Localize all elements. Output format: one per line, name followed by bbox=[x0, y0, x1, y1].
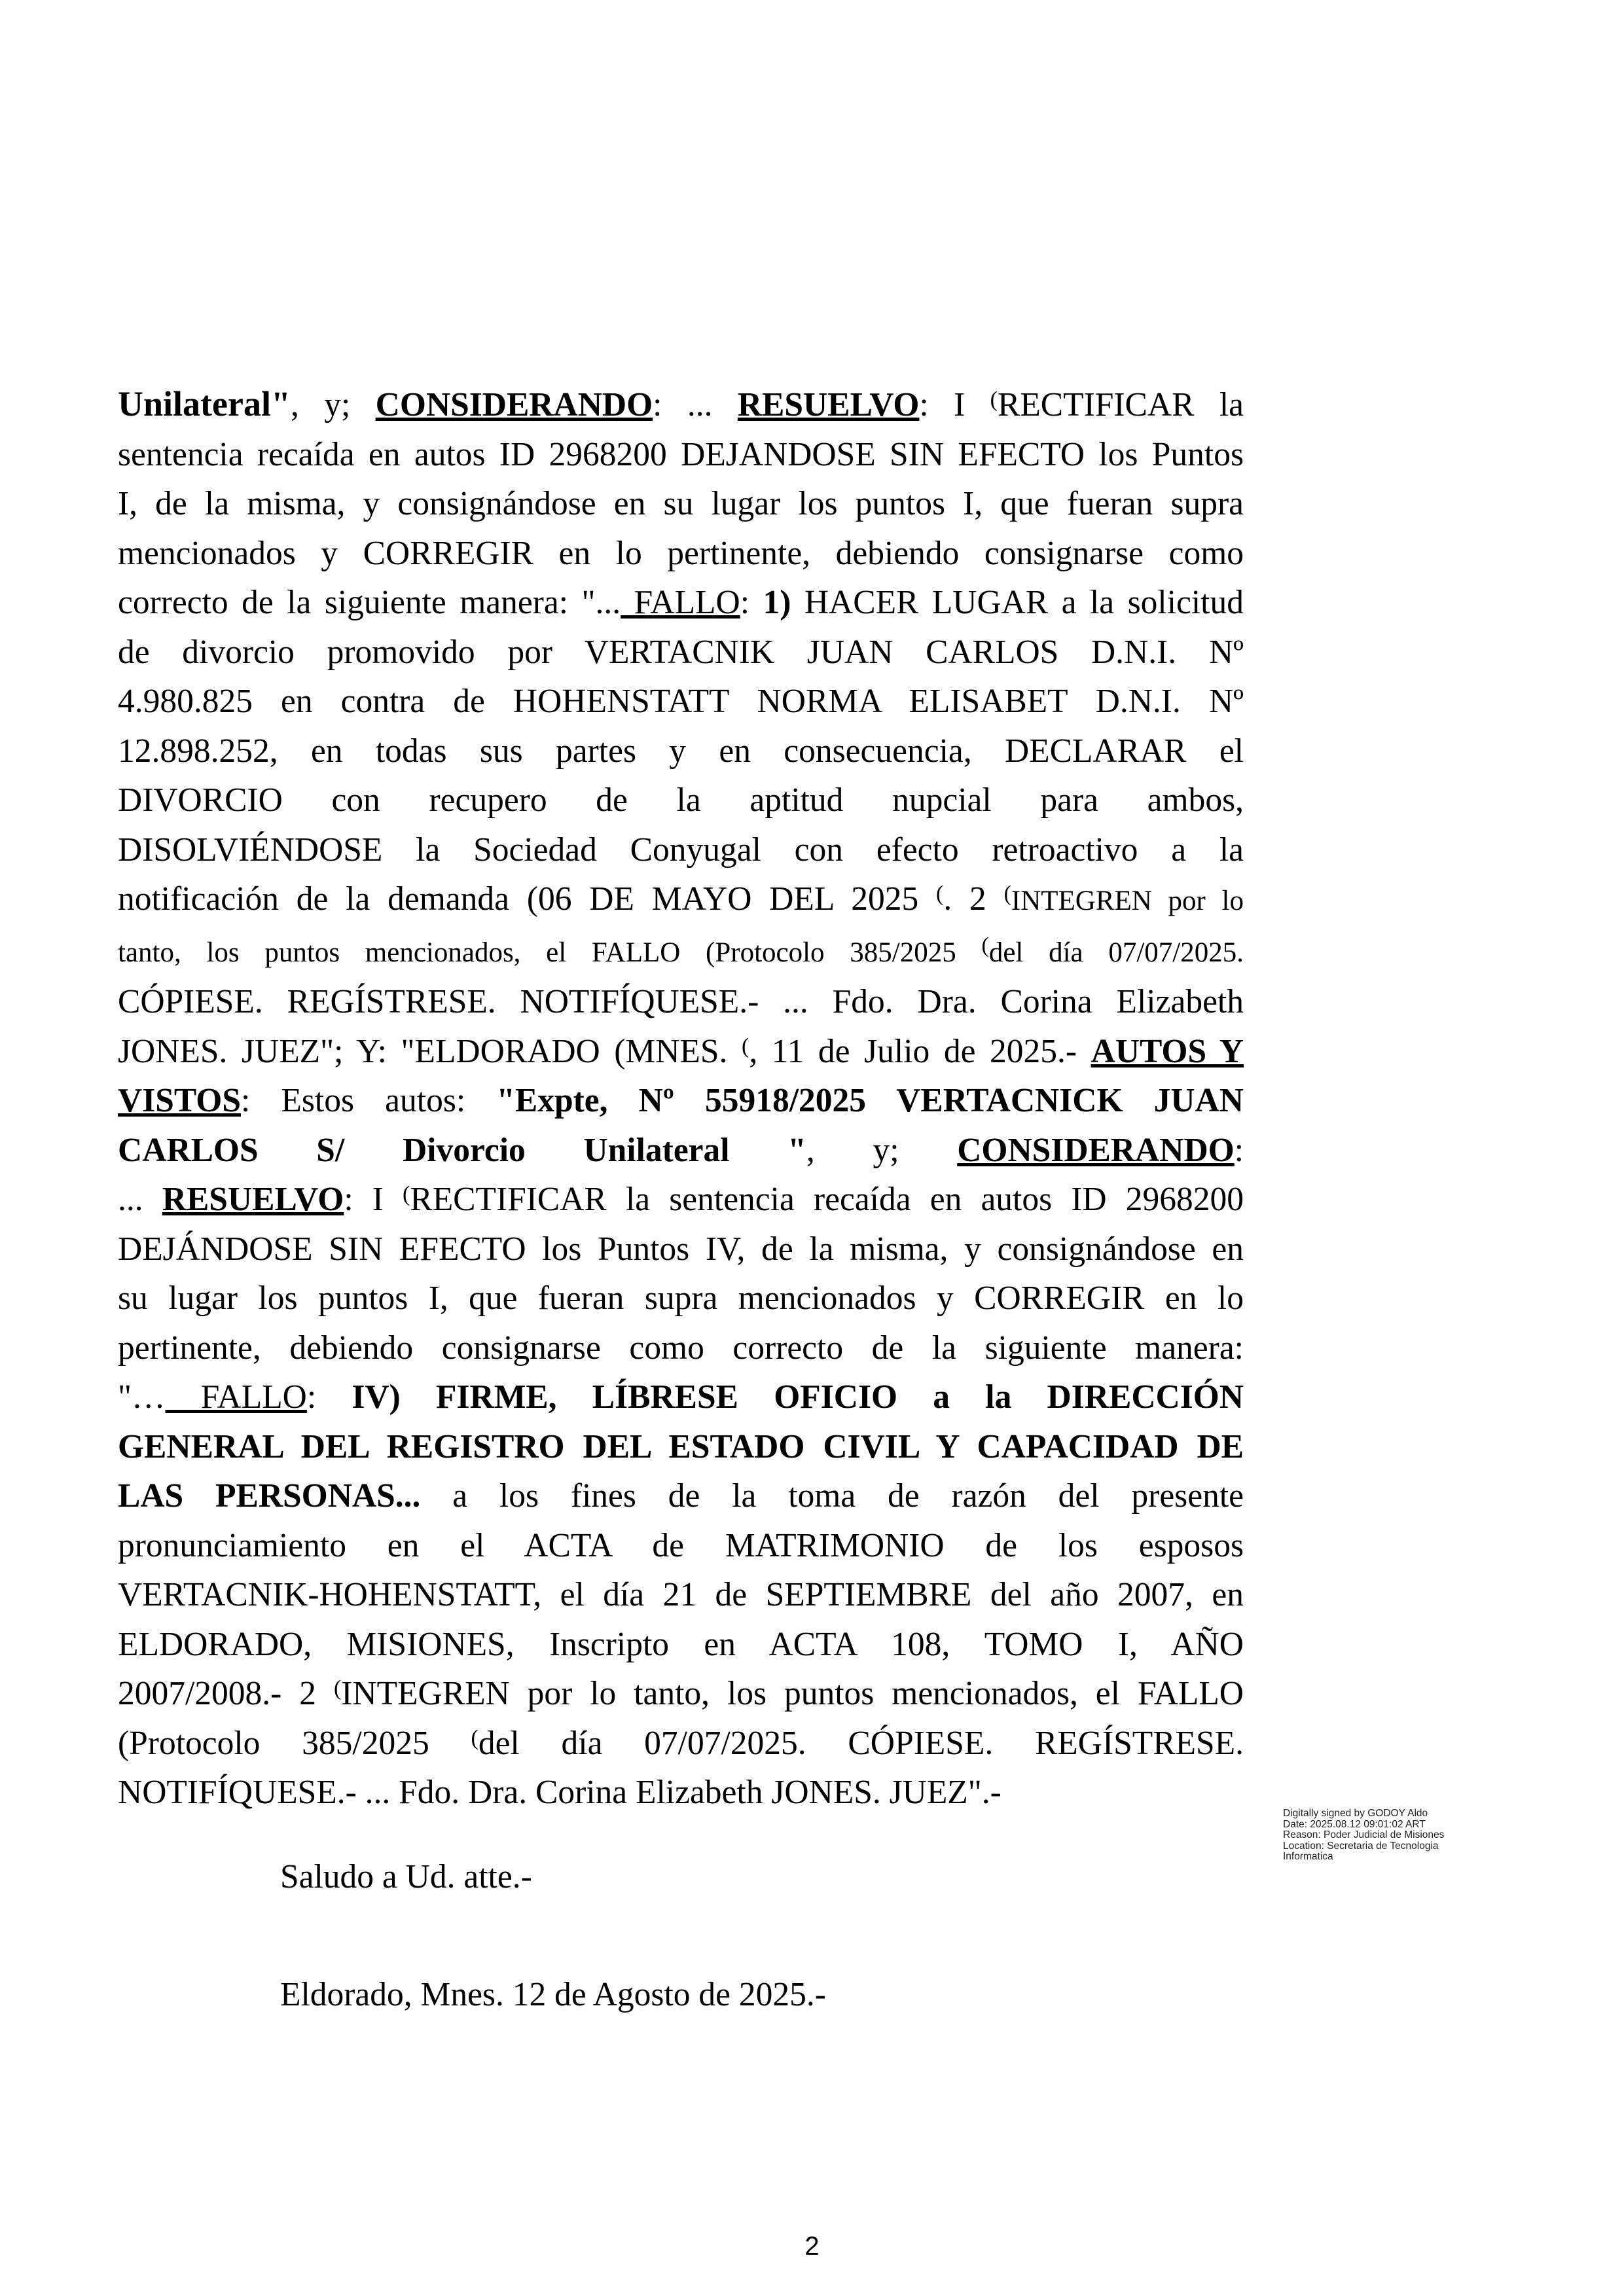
text-line bbox=[118, 726, 1244, 776]
text-line bbox=[118, 1521, 1244, 1571]
text-segment: CONSIDERANDO bbox=[957, 1131, 1235, 1169]
text-segment: INTEGREN por lo bbox=[1011, 886, 1244, 916]
text-segment: : I bbox=[344, 1181, 403, 1218]
text-segment: mencionados y CORREGIR en lo pertinente, debiendo consignarse como bbox=[118, 534, 1244, 572]
text-line bbox=[118, 825, 1244, 875]
text-segment: "… bbox=[118, 1378, 166, 1416]
text-segment: . 2 bbox=[943, 880, 1004, 918]
text-line bbox=[118, 977, 1244, 1027]
text-segment: : bbox=[306, 1378, 352, 1416]
text-segment: notificación de la demanda (06 DE MAYO DEL 2025 bbox=[118, 880, 936, 918]
text-line bbox=[118, 1076, 1244, 1126]
text-segment: RESUELVO bbox=[737, 386, 920, 423]
text-line bbox=[118, 578, 1244, 628]
text-line bbox=[118, 1323, 1244, 1373]
signature-location: Location: Secretaria de Tecnologia bbox=[1283, 1840, 1439, 1852]
text-segment: IV) FIRME, LÍBRESE OFICIO a la DIRECCIÓN bbox=[352, 1378, 1244, 1416]
text-line bbox=[118, 874, 1244, 926]
text-segment: DIVORCIO con recupero de la aptitud nupcial para ambos, bbox=[118, 781, 1244, 819]
text-segment: AUTOS Y bbox=[1091, 1032, 1244, 1070]
text-segment: : bbox=[1234, 1131, 1244, 1169]
text-segment: HACER LUGAR a la solicitud bbox=[791, 584, 1244, 621]
signature-reason: Reason: Poder Judicial de Misiones bbox=[1283, 1829, 1445, 1840]
text-line bbox=[118, 628, 1244, 677]
text-segment: FALLO bbox=[165, 1378, 307, 1416]
text-segment: ( bbox=[981, 933, 989, 958]
text-segment: , y; bbox=[806, 1131, 958, 1169]
text-segment: del día 07/07/2025. bbox=[988, 937, 1244, 968]
text-line bbox=[118, 430, 1244, 480]
text-segment: 2007/2008.- 2 bbox=[118, 1675, 334, 1712]
text-segment: VERTACNIK-HOHENSTATT, el día 21 de SEPTIEMBRE del año 2007, en bbox=[118, 1576, 1244, 1613]
text-line bbox=[118, 1620, 1244, 1670]
page-number: 2 bbox=[804, 2232, 820, 2261]
text-segment: "Expte, Nº 55918/2025 VERTACNICK JUAN bbox=[496, 1082, 1244, 1119]
text-segment: CONSIDERANDO bbox=[375, 386, 653, 423]
text-segment: ( bbox=[990, 387, 998, 412]
text-line bbox=[118, 1471, 1244, 1521]
text-segment: : I bbox=[919, 386, 990, 423]
text-segment: ( bbox=[403, 1182, 410, 1206]
text-segment: pertinente, debiendo consignarse como correcto de la siguiente manera: bbox=[118, 1329, 1244, 1367]
text-segment: DEJÁNDOSE SIN EFECTO los Puntos IV, de la misma, y consignándose en bbox=[118, 1230, 1244, 1268]
salutation: Saludo a Ud. atte.- bbox=[280, 1858, 532, 1895]
text-line bbox=[118, 1274, 1244, 1323]
text-segment: del día 07/07/2025. CÓPIESE. REGÍSTRESE. bbox=[478, 1724, 1244, 1762]
text-line bbox=[118, 479, 1244, 529]
text-segment: RECTIFICAR la bbox=[997, 386, 1244, 423]
text-segment: ( bbox=[741, 1033, 749, 1058]
text-segment: sentencia recaída en autos ID 2968200 DEJANDOSE SIN EFECTO los Puntos bbox=[118, 435, 1244, 473]
text-line bbox=[118, 1719, 1244, 1768]
text-segment: VISTOS bbox=[118, 1082, 241, 1119]
text-line bbox=[118, 1768, 1244, 1818]
text-segment: CARLOS S/ Divorcio Unilateral " bbox=[118, 1131, 806, 1169]
text-segment: RECTIFICAR la sentencia recaída en autos ID 2968200 bbox=[410, 1181, 1244, 1218]
text-segment: NOTIFÍQUESE.- ... Fdo. Dra. Corina Elizabeth JONES. JUEZ".- bbox=[118, 1774, 1001, 1811]
text-segment: ( bbox=[471, 1725, 478, 1750]
text-line bbox=[118, 926, 1244, 978]
text-line bbox=[118, 776, 1244, 825]
signature-date: Date: 2025.08.12 09:01:02 ART bbox=[1283, 1818, 1426, 1830]
signature-signer: Digitally signed by GODOY Aldo bbox=[1283, 1808, 1428, 1819]
text-line bbox=[118, 1422, 1244, 1472]
place-date: Eldorado, Mnes. 12 de Agosto de 2025.- bbox=[280, 1976, 826, 2013]
text-line bbox=[118, 1570, 1244, 1620]
text-segment: , 11 de Julio de 2025.- bbox=[749, 1032, 1091, 1070]
text-line bbox=[118, 1175, 1244, 1225]
text-segment: a los fines de la toma de razón del presente bbox=[420, 1477, 1244, 1515]
text-segment: RESUELVO bbox=[162, 1181, 344, 1218]
text-segment: INTEGREN por lo tanto, los puntos mencionados, el FALLO bbox=[341, 1675, 1244, 1712]
text-segment: FALLO bbox=[621, 584, 740, 621]
text-line bbox=[118, 1225, 1244, 1274]
text-line bbox=[118, 1126, 1244, 1175]
text-line bbox=[118, 1669, 1244, 1719]
text-segment: DISOLVIÉNDOSE la Sociedad Conyugal con efecto retroactivo a la bbox=[118, 831, 1244, 869]
text-segment: tanto, los puntos mencionados, el FALLO (Protocolo 385/2025 bbox=[118, 937, 982, 968]
text-segment: , y; bbox=[290, 386, 376, 423]
text-line bbox=[118, 529, 1244, 579]
text-line bbox=[118, 1027, 1244, 1077]
text-segment: : Estos autos: bbox=[241, 1082, 497, 1119]
text-segment: I, de la misma, y consignándose en su lugar los puntos I, que fueran supra bbox=[118, 485, 1244, 522]
text-segment: GENERAL DEL REGISTRO DEL ESTADO CIVIL Y CAPACIDAD DE bbox=[118, 1427, 1244, 1465]
text-segment: su lugar los puntos I, que fueran supra mencionados y CORREGIR en lo bbox=[118, 1280, 1244, 1317]
text-line bbox=[118, 380, 1244, 430]
text-segment: (Protocolo 385/2025 bbox=[118, 1724, 471, 1762]
text-segment: 12.898.252, en todas sus partes y en consecuencia, DECLARAR el bbox=[118, 732, 1244, 770]
text-segment: : ... bbox=[653, 386, 738, 423]
text-segment: correcto de la siguiente manera: "... bbox=[118, 584, 621, 621]
text-segment: ( bbox=[333, 1676, 342, 1700]
text-segment: ( bbox=[936, 882, 944, 906]
text-line bbox=[118, 677, 1244, 726]
text-line bbox=[118, 1372, 1244, 1422]
text-segment: ELDORADO, MISIONES, Inscripto en ACTA 108, TOMO I, AÑO bbox=[118, 1625, 1244, 1663]
digital-signature-block bbox=[1283, 1808, 1444, 1863]
text-segment: Unilateral" bbox=[118, 384, 291, 423]
text-segment: ... bbox=[118, 1181, 162, 1218]
text-segment: pronunciamiento en el ACTA de MATRIMONIO de los esposos bbox=[118, 1526, 1244, 1564]
signature-location-cont: Informatica bbox=[1283, 1851, 1333, 1862]
text-segment: : bbox=[740, 584, 763, 621]
text-segment: 4.980.825 en contra de HOHENSTATT NORMA ELISABET D.N.I. Nº bbox=[118, 683, 1244, 720]
text-segment: JONES. JUEZ"; Y: "ELDORADO (MNES. bbox=[118, 1032, 742, 1070]
text-segment: 1) bbox=[763, 584, 791, 621]
text-segment: ( bbox=[1003, 882, 1011, 906]
text-segment: CÓPIESE. REGÍSTRESE. NOTIFÍQUESE.- ... Fdo. Dra. Corina Elizabeth bbox=[118, 983, 1244, 1020]
text-segment: de divorcio promovido por VERTACNIK JUAN CARLOS D.N.I. Nº bbox=[118, 633, 1244, 671]
resolution-body-text bbox=[118, 380, 1244, 1818]
text-segment: LAS PERSONAS... bbox=[118, 1477, 421, 1515]
